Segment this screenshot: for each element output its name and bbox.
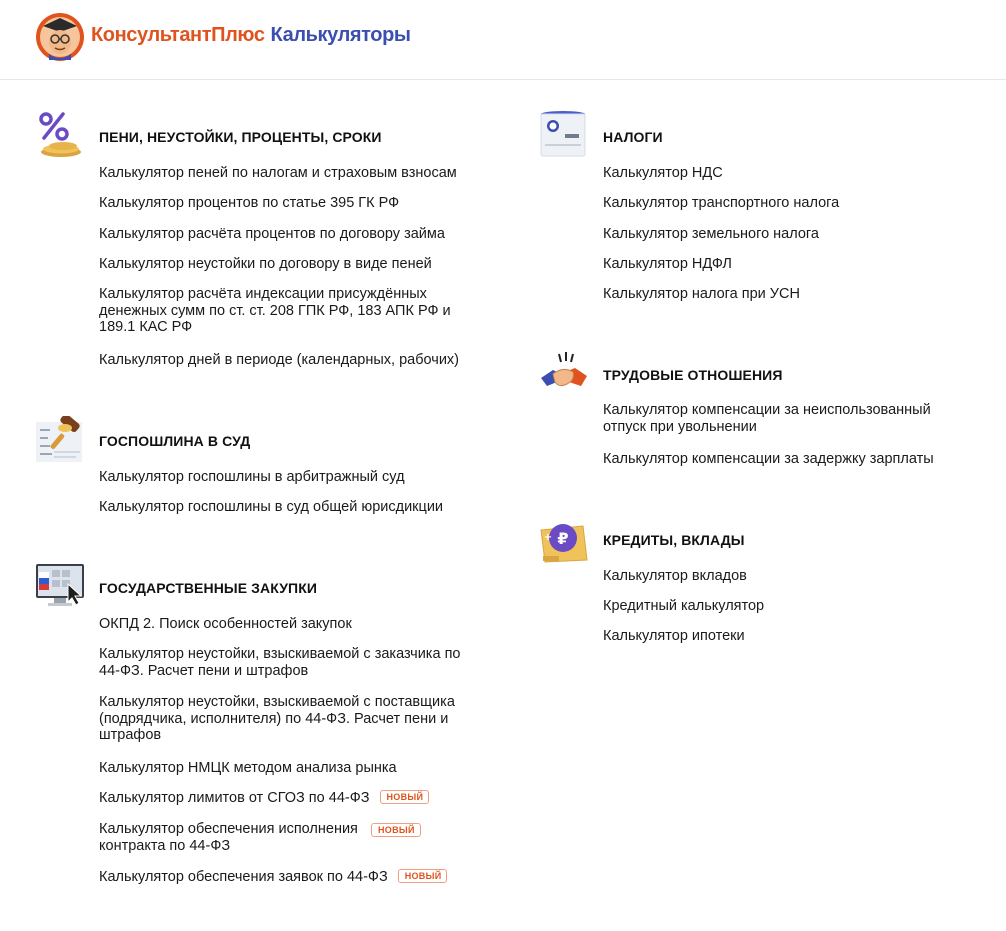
link-limity-sgoz-label: Калькулятор лимитов от СГОЗ по 44-ФЗ <box>99 790 370 806</box>
svg-text:₽: ₽ <box>557 529 569 548</box>
section-title-peni: ПЕНИ, НЕУСТОЙКИ, ПРОЦЕНТЫ, СРОКИ <box>99 129 382 145</box>
new-badge: НОВЫЙ <box>398 869 448 883</box>
gavel-document-icon <box>36 416 86 466</box>
link-procenty-zaim[interactable]: Калькулятор расчёта процентов по договору займа <box>99 226 445 242</box>
link-neustoyka-postavshchik[interactable]: Калькулятор неустойки, взыскиваемой с поставщика (подрядчика, исполнителя) по 44-ФЗ. Расчет пени и штрафов <box>99 694 455 743</box>
link-usn[interactable]: Калькулятор налога при УСН <box>603 286 800 302</box>
link-procenty-395[interactable]: Калькулятор процентов по статье 395 ГК РФ <box>99 195 400 211</box>
link-ndfl[interactable]: Калькулятор НДФЛ <box>603 256 732 272</box>
brand-title[interactable] <box>91 24 411 47</box>
link-nmck[interactable]: Калькулятор НМЦК методом анализа рынка <box>99 760 397 776</box>
link-ipoteka[interactable]: Калькулятор ипотеки <box>603 628 745 644</box>
header <box>0 0 1006 80</box>
section-title-nalogi: НАЛОГИ <box>603 129 663 145</box>
link-obespechenie-ispolneniya[interactable] <box>99 821 479 854</box>
link-limity-sgoz[interactable] <box>99 790 429 807</box>
link-neustoyka-zakazchik[interactable]: Калькулятор неустойки, взыскиваемой с заказчика по 44-ФЗ. Расчет пени и штрафов <box>99 646 461 679</box>
link-peni-nalogi[interactable]: Калькулятор пеней по налогам и страховым взносам <box>99 165 457 181</box>
link-obespechenie-zayavok[interactable] <box>99 869 447 886</box>
ruble-wallet-icon <box>539 516 589 566</box>
percent-coins-icon <box>36 110 86 160</box>
link-indeksaciya[interactable]: Калькулятор расчёта индексации присуждённых денежных сумм по ст. ст. 208 ГПК РФ, 183 АПК РФ и 189.1 КАС РФ <box>99 286 451 335</box>
monitor-cursor-icon <box>36 562 86 612</box>
section-title-kredity: КРЕДИТЫ, ВКЛАДЫ <box>603 532 745 548</box>
svg-text:+: + <box>543 532 553 543</box>
link-kompensaciya-otpusk[interactable]: Калькулятор компенсации за неиспользованный отпуск при увольнении <box>603 402 931 435</box>
link-okpd2[interactable]: ОКПД 2. Поиск особенностей закупок <box>99 616 352 632</box>
consultant-mascot-logo-icon[interactable] <box>35 12 85 62</box>
section-title-trud: ТРУДОВЫЕ ОТНОШЕНИЯ <box>603 367 783 383</box>
new-badge: НОВЫЙ <box>371 823 421 837</box>
brand-sub: Калькуляторы <box>270 24 411 46</box>
link-dni-v-periode[interactable]: Калькулятор дней в периоде (календарных, рабочих) <box>99 352 460 368</box>
link-kompensaciya-zarplata[interactable]: Калькулятор компенсации за задержку зарплаты <box>603 451 934 467</box>
link-gosposhlina-arbitrazh[interactable]: Калькулятор госпошлины в арбитражный суд <box>99 469 405 485</box>
link-neustoyka-dogovor[interactable]: Калькулятор неустойки по договору в виде пеней <box>99 256 432 272</box>
section-title-zakupki: ГОСУДАРСТВЕННЫЕ ЗАКУПКИ <box>99 580 318 596</box>
link-obespechenie-ispolneniya-label: Калькулятор обеспечения исполнения контракта по 44-ФЗ <box>99 821 358 854</box>
section-title-gosposhlina: ГОСПОШЛИНА В СУД <box>99 433 251 449</box>
link-gosposhlina-obshchaya[interactable]: Калькулятор госпошлины в суд общей юрисдикции <box>99 499 444 515</box>
link-kreditnyy-kalkulyator[interactable]: Кредитный калькулятор <box>603 598 765 614</box>
link-obespechenie-zayavok-label: Калькулятор обеспечения заявок по 44-ФЗ <box>99 869 388 885</box>
link-nds[interactable]: Калькулятор НДС <box>603 165 723 181</box>
brand-main: КонсультантПлюс <box>91 24 265 46</box>
link-transportnyy-nalog[interactable]: Калькулятор транспортного налога <box>603 195 840 211</box>
link-vklady[interactable]: Калькулятор вкладов <box>603 568 747 584</box>
tax-document-icon <box>539 110 589 160</box>
handshake-icon <box>539 350 589 400</box>
new-badge: НОВЫЙ <box>380 790 430 804</box>
link-zemelnyy-nalog[interactable]: Калькулятор земельного налога <box>603 226 819 242</box>
